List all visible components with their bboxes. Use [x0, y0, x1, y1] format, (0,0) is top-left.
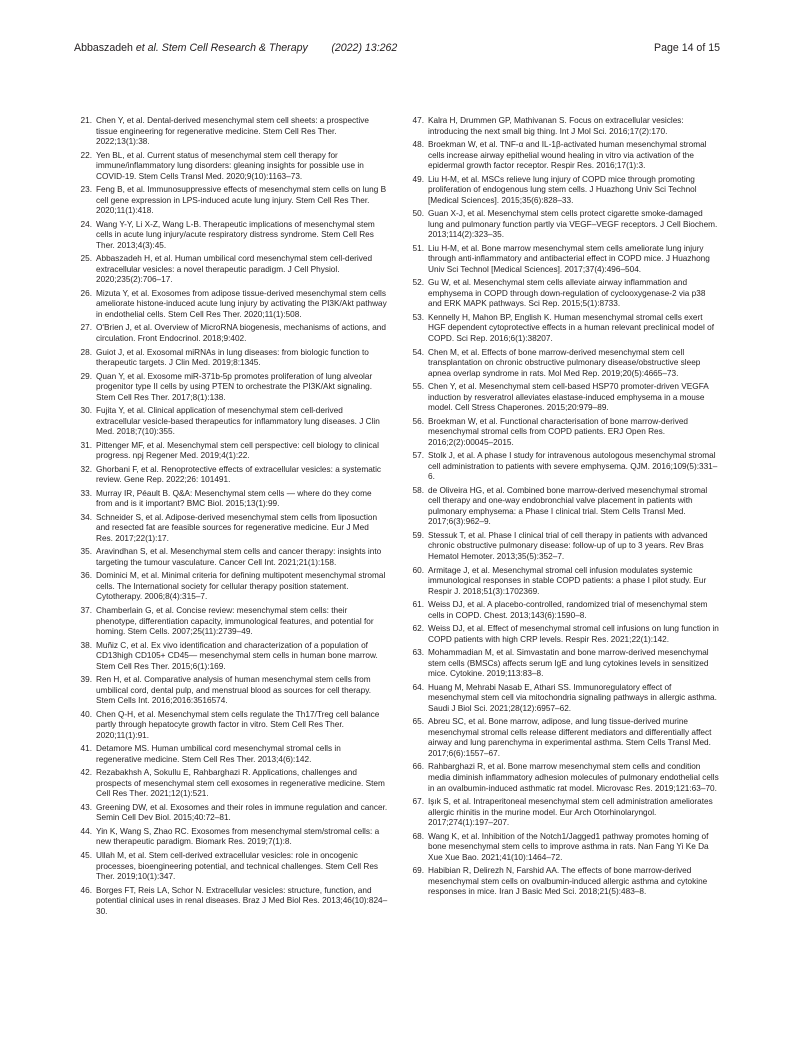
reference-text: Pittenger MF, et al. Mesenchymal stem cell perspective: cell biology to clinical progress. npj Regener Med. 2019;4(1):22. [96, 440, 379, 461]
reference-item [406, 797, 720, 829]
reference-text: Chen Q-H, et al. Mesenchymal stem cells regulate the Th17/Treg cell balance partly through hepatocyte growth factor in vitro. Stem Cell Res Ther. 2020;11(1):91. [96, 709, 380, 740]
reference-text: Armitage J, et al. Mesenchymal stromal cell infusion modulates systemic immunological responses in stable COPD patients: a phase I pilot study. Eur Respir J. 2018;51(3):1702369. [428, 565, 707, 596]
reference-number: 31 . [74, 441, 92, 452]
reference-number: 27 . [74, 323, 92, 334]
reference-item [74, 185, 388, 217]
reference-text: Chen Y, et al. Mesenchymal stem cell-based HSP70 promoter-driven VEGFA induction by resveratrol alleviates elastase-induced emphysema in a mouse model. Cell Stress Chaperones. 2015;20:979–89. [428, 382, 709, 413]
reference-text: Chen M, et al. Effects of bone marrow-derived mesenchymal stem cell transplantation on chronic obstructive pulmonary disease/obstructive sleep apnea overlap syndrome in rats. Mol Med Rep. 2019;20(5):4665–73. [428, 347, 701, 378]
reference-number: 55 . [406, 382, 424, 393]
reference-text: Huang M, Mehrabi Nasab E, Athari SS. Immunoregulatory effect of mesenchymal stem cell via mitochondria signaling pathways in allergic asthma. Saudi J Biol Sci. 2021;28(12):6957–62. [428, 682, 717, 713]
running-head-year: (2022) 13:262 [331, 42, 398, 54]
reference-number: 65 . [406, 717, 424, 728]
reference-item [406, 683, 720, 715]
reference-text: Chen Y, et al. Dental-derived mesenchymal stem cell sheets: a prospective tissue engineering for regenerative medicine. Stem Cell Res Ther. 2022;13(1):38. [96, 116, 369, 147]
reference-item [74, 827, 388, 848]
reference-number: 30 . [74, 406, 92, 417]
reference-number: 45 . [74, 851, 92, 862]
reference-number: 33 . [74, 489, 92, 500]
reference-text: Yen BL, et al. Current status of mesenchymal stem cell therapy for immune/inflammatory lung disorders: gleaning insights for possible use in COVID-19. Stem Cells Transl Med. 2020;9(10):1163–73. [96, 150, 364, 181]
reference-number: 58 . [406, 486, 424, 497]
reference-item [74, 220, 388, 252]
reference-item [74, 116, 388, 148]
reference-item [406, 717, 720, 759]
reference-item [406, 140, 720, 172]
running-head-journal: et al. Stem Cell Research & Therapy [135, 42, 308, 54]
reference-item [406, 382, 720, 414]
reference-text: O'Brien J, et al. Overview of MicroRNA biogenesis, mechanisms of actions, and circulation. Front Endocrinol. 2018;9:402. [96, 323, 386, 344]
reference-text: Gu W, et al. Mesenchymal stem cells alleviate airway inflammation and emphysema in COPD through down-regulation of cyclooxygenase-2 via p38 and ERK MAPK pathways. Sci Rep. 2015;5(1):8733. [428, 278, 706, 309]
reference-text: Feng B, et al. Immunosuppressive effects of mesenchymal stem cells on lung B cell gene expression in LPS-induced acute lung injury. Stem Cell Res Ther. 2020;11(1):418. [96, 185, 387, 216]
reference-text: Işık S, et al. Intraperitoneal mesenchymal stem cell administration ameliorates allergic rhinitis in the murine model. Eur Arch Otorhinolaryngol. 2017;274(1):197–207. [428, 797, 713, 828]
reference-item [406, 566, 720, 598]
reference-number: 39 . [74, 675, 92, 686]
reference-item [74, 641, 388, 673]
reference-text: Broekman W, et al. Functional characterisation of bone marrow-derived mesenchymal stromal cells from COPD patients. ERJ Open Res. 2016;2(2):00045–2015. [428, 416, 688, 447]
reference-item [406, 832, 720, 864]
reference-item [74, 547, 388, 568]
reference-number: 63 . [406, 648, 424, 659]
reference-item [406, 278, 720, 310]
reference-item [406, 600, 720, 621]
reference-item [406, 244, 720, 276]
reference-item [74, 254, 388, 286]
reference-number: 54 . [406, 348, 424, 359]
reference-item [406, 209, 720, 241]
reference-text: Guan X-J, et al. Mesenchymal stem cells protect cigarette smoke-damaged lung and pulmonary function partly via VEGF–VEGF receptors. J Cell Biochem. 2013;114(2):323–35. [428, 209, 718, 240]
reference-item [406, 531, 720, 563]
reference-text: Mohammadian M, et al. Simvastatin and bone marrow-derived mesenchymal stem cells (BMSCs) affects serum IgE and lung cytokines levels in sensitized mice. Cytokine. 2019;113:83–8. [428, 648, 709, 679]
reference-item [74, 606, 388, 638]
reference-text: Mizuta Y, et al. Exosomes from adipose tissue-derived mesenchymal stem cells ameliorate histone-induced acute lung injury by activating the PI3K/Akt pathway in endothelial cells. Stem Cell Res Ther. 2020;11(1):508. [96, 288, 387, 319]
reference-number: 67 . [406, 797, 424, 808]
reference-item [406, 486, 720, 528]
reference-item [74, 289, 388, 321]
reference-number: 34 . [74, 513, 92, 524]
reference-item [406, 866, 720, 898]
reference-text: Ullah M, et al. Stem cell-derived extracellular vesicles: role in oncogenic processes, bioengineering potential, and technical challenges. Stem Cell Res Ther. 2019;10(1):347. [96, 850, 379, 882]
reference-text: Ghorbani F, et al. Renoprotective effects of extracellular vesicles: a systematic review. Gene Rep. 2022;26: 101491. [96, 464, 382, 485]
reference-text: Wang K, et al. Inhibition of the Notch1/Jagged1 pathway promotes homing of bone mesenchymal stem cells to improve asthma in rats. Nan Fang Yi Ke Da Xue Xue Bao. 2021;41(10):1464–72. [428, 831, 709, 862]
reference-item [74, 851, 388, 883]
reference-number: 60 . [406, 566, 424, 577]
reference-text: Rezabakhsh A, Sokullu E, Rahbarghazi R. Applications, challenges and prospects of mesenchymal stem cell exosomes in regenerative medicine. Stem Cell Res Ther. 2021;12(1):521. [96, 768, 385, 799]
references-right-column [406, 116, 720, 901]
reference-text: Aravindhan S, et al. Mesenchymal stem cells and cancer therapy: insights into targeting the tumour vasculature. Cancer Cell Int. 2021;21(1):158. [96, 547, 382, 567]
reference-number: 44 . [74, 827, 92, 838]
reference-text: Weiss DJ, et al. Effect of mesenchymal stromal cell infusions on lung function in COPD patients with high CRP levels. Respir Res. 2021;22(1):142. [428, 624, 719, 644]
reference-number: 69 . [406, 866, 424, 877]
reference-number: 38 . [74, 641, 92, 652]
page-header [74, 39, 720, 57]
reference-number: 53 . [406, 313, 424, 324]
reference-item [406, 417, 720, 449]
reference-number: 29 . [74, 372, 92, 383]
reference-number: 28 . [74, 348, 92, 359]
reference-text: Greening DW, et al. Exosomes and their roles in immune regulation and cancer. Semin Cell Dev Biol. 2015;40:72–81. [96, 802, 388, 823]
reference-text: Rahbarghazi R, et al. Bone marrow mesenchymal stem cells and condition media diminish inflammatory adhesion molecules of pulmonary endothelial cells in an ovalbumin-induced asthmatic rat model. Microvasc Res. 2019;121:63–70. [428, 762, 719, 793]
reference-text: Habibian R, Delirezh N, Farshid AA. The effects of bone marrow-derived mesenchymal stem cells on ovalbumin-induced allergic asthma and cytokine responses in mice. Iran J Basic Med Sci. 2018;21(5):483–8. [428, 866, 708, 897]
reference-item [74, 675, 388, 707]
reference-number: 43 . [74, 803, 92, 814]
reference-text: Kalra H, Drummen GP, Mathivanan S. Focus on extracellular vesicles: introducing the next small big thing. Int J Mol Sci. 2016;17(2):170. [428, 116, 684, 136]
reference-item [406, 762, 720, 794]
reference-number: 25 . [74, 254, 92, 265]
reference-text: Stolk J, et al. A phase I study for intravenous autologous mesenchymal stromal cell administration to patients with severe emphysema. QJM. 2016;109(5):331–6. [428, 451, 718, 482]
reference-text: Stessuk T, et al. Phase I clinical trial of cell therapy in patients with advanced chronic obstructive pulmonary disease: follow-up of up to 3 years. Rev Bras Hematol Hemoter. 2013;35(5):352–7. [428, 530, 708, 562]
reference-number: 64 . [406, 683, 424, 694]
reference-number: 32 . [74, 465, 92, 476]
reference-item [406, 313, 720, 345]
reference-number: 35 . [74, 547, 92, 558]
reference-item [74, 465, 388, 486]
reference-number: 24 . [74, 220, 92, 231]
reference-text: Borges FT, Reis LA, Schor N. Extracellular vesicles: structure, function, and potential clinical uses in renal diseases. Braz J Med Biol Res. 2013;46(10):824–30. [96, 885, 388, 916]
reference-item [406, 175, 720, 207]
reference-item [406, 451, 720, 483]
reference-item [74, 513, 388, 545]
reference-number: 61 . [406, 600, 424, 611]
reference-number: 41 . [74, 744, 92, 755]
page-number: Page 14 of 15 [654, 42, 720, 54]
reference-number: 42 . [74, 768, 92, 779]
reference-item [74, 571, 388, 603]
reference-number: 40 . [74, 710, 92, 721]
reference-number: 48 . [406, 140, 424, 151]
reference-item [74, 151, 388, 183]
reference-number: 26 . [74, 289, 92, 300]
reference-item [406, 116, 720, 137]
reference-number: 50 . [406, 209, 424, 220]
reference-item [74, 803, 388, 824]
reference-number: 66 . [406, 762, 424, 773]
reference-text: Schneider S, et al. Adipose-derived mesenchymal stem cells from liposuction and resected fat are feasible sources for regenerative medicine. Eur J Med Res. 2017;22(1):17. [96, 512, 378, 543]
reference-text: Kennelly H, Mahon BP, English K. Human mesenchymal stromal cells exert HGF dependent cytoprotective effects in a human relevant preclinical model of COPD. Sci Rep. 2016;6(1):38207. [428, 312, 715, 344]
reference-item [74, 372, 388, 404]
reference-number: 57 . [406, 451, 424, 462]
reference-number: 56 . [406, 417, 424, 428]
running-head-authors: Abbaszadeh [74, 42, 136, 54]
reference-text: Yin K, Wang S, Zhao RC. Exosomes from mesenchymal stem/stromal cells: a new therapeutic paradigm. Biomark Res. 2019;7(1):8. [96, 826, 380, 847]
reference-item [74, 348, 388, 369]
reference-text: Detamore MS. Human umbilical cord mesenchymal stromal cells in regenerative medicine. Stem Cell Res Ther. 2013;4(6):142. [96, 744, 341, 764]
reference-number: 37 . [74, 606, 92, 617]
reference-item [74, 768, 388, 800]
reference-text: Broekman W, et al. TNF-α and IL-1β-activated human mesenchymal stromal cells increase airway epithelial wound healing in vitro via activation of the epidermal growth factor receptor. Respir Res. 2016;17(1):3. [428, 140, 707, 171]
reference-item [74, 323, 388, 344]
reference-text: Quan Y, et al. Exosome miR-371b-5p promotes proliferation of lung alveolar progenitor type II cells by using PTEN to orchestrate the PI3K/Akt signaling. Stem Cell Res Ther. 2017;8(1):138. [96, 371, 373, 402]
references-left-column [74, 116, 388, 920]
reference-item [74, 441, 388, 462]
reference-number: 52 . [406, 278, 424, 289]
reference-item [74, 489, 388, 510]
reference-number: 21 . [74, 116, 92, 127]
reference-number: 23 . [74, 185, 92, 196]
reference-text: Muñiz C, et al. Ex vivo identification and characterization of a population of CD13high CD105+ CD45— mesenchymal stem cells in human bone marrow. Stem Cell Res Ther. 2015;6(1):169. [96, 640, 378, 671]
reference-number: 22 . [74, 151, 92, 162]
reference-number: 62 . [406, 624, 424, 635]
reference-text: Weiss DJ, et al. A placebo-controlled, randomized trial of mesenchymal stem cells in COPD. Chest. 2013;143(6):1590–8. [428, 600, 708, 620]
reference-text: Wang Y-Y, Li X-Z, Wang L-B. Therapeutic implications of mesenchymal stem cells in acute lung injury/acute respiratory distress syndrome. Stem Cell Res Ther. 2013;4(3):45. [96, 219, 375, 250]
reference-number: 51 . [406, 244, 424, 255]
reference-number: 49 . [406, 175, 424, 186]
reference-text: de Oliveira HG, et al. Combined bone marrow-derived mesenchymal stromal cell therapy and one-way endobronchial valve placement in patients with pulmonary emphysema: a Phase I clinical trial. Stem Cells Transl Med. 2017;6(3):962–9. [428, 485, 708, 527]
reference-number: 36 . [74, 571, 92, 582]
reference-text: Chamberlain G, et al. Concise review: mesenchymal stem cells: their phenotype, differentiation capacity, immunological features, and potential for homing. Stem Cells. 2007;25(11):2739–49. [96, 605, 374, 637]
reference-text: Fujita Y, et al. Clinical application of mesenchymal stem cell-derived extracellular vesicle-based therapeutics for inflammatory lung diseases. J Clin Med. 2018;7(10):355. [96, 406, 380, 437]
reference-item [406, 624, 720, 645]
reference-text: Abreu SC, et al. Bone marrow, adipose, and lung tissue-derived murine mesenchymal stromal cells release different mediators and differentially affect airway and lung parenchyma in experimental asthma. Stem Cells Transl Med. 2017;6(6):1557–67. [428, 717, 712, 758]
reference-item [74, 744, 388, 765]
reference-number: 46 . [74, 886, 92, 897]
reference-item [74, 710, 388, 742]
running-head [74, 39, 397, 57]
reference-text: Liu H-M, et al. MSCs relieve lung injury of COPD mice through promoting proliferation of endogenous lung stem cells. J Huazhong Univ Sci Technol [Medical Sciences]. 2015;35(6):828–33. [428, 174, 697, 205]
reference-number: 68 . [406, 832, 424, 843]
reference-text: Abbaszadeh H, et al. Human umbilical cord mesenchymal stem cell-derived extracellular vesicles: a novel therapeutic paradigm. J Cell Physiol. 2020;235(2):706–17. [96, 254, 373, 285]
reference-text: Ren H, et al. Comparative analysis of human mesenchymal stem cells from umbilical cord, dental pulp, and menstrual blood as sources for cell therapy. Stem Cells Int. 2016;2016:3516574. [96, 675, 371, 706]
reference-item [74, 406, 388, 438]
reference-number: 59 . [406, 531, 424, 542]
reference-item [74, 886, 388, 918]
reference-text: Guiot J, et al. Exosomal miRNAs in lung diseases: from biologic function to therapeutic targets. J Clin Med. 2019;8:1345. [96, 347, 369, 368]
reference-item [406, 348, 720, 380]
reference-text: Murray IR, Péault B. Q&A: Mesenchymal stem cells — where do they come from and is it important? BMC Biol. 2015;13(1):99. [96, 488, 372, 509]
reference-text: Liu H-M, et al. Bone marrow mesenchymal stem cells ameliorate lung injury through anti-inflammatory and antibacterial effect in COPD mice. J Huazhong Univ Sci Technol [Medical Sciences]. 2017;37(4):496–504. [428, 243, 710, 274]
reference-number: 47 . [406, 116, 424, 127]
reference-item [406, 648, 720, 680]
reference-text: Dominici M, et al. Minimal criteria for defining multipotent mesenchymal stromal cells. The International society for cellular therapy position statement. Cytotherapy. 2006;8(4):315–7. [96, 571, 386, 602]
